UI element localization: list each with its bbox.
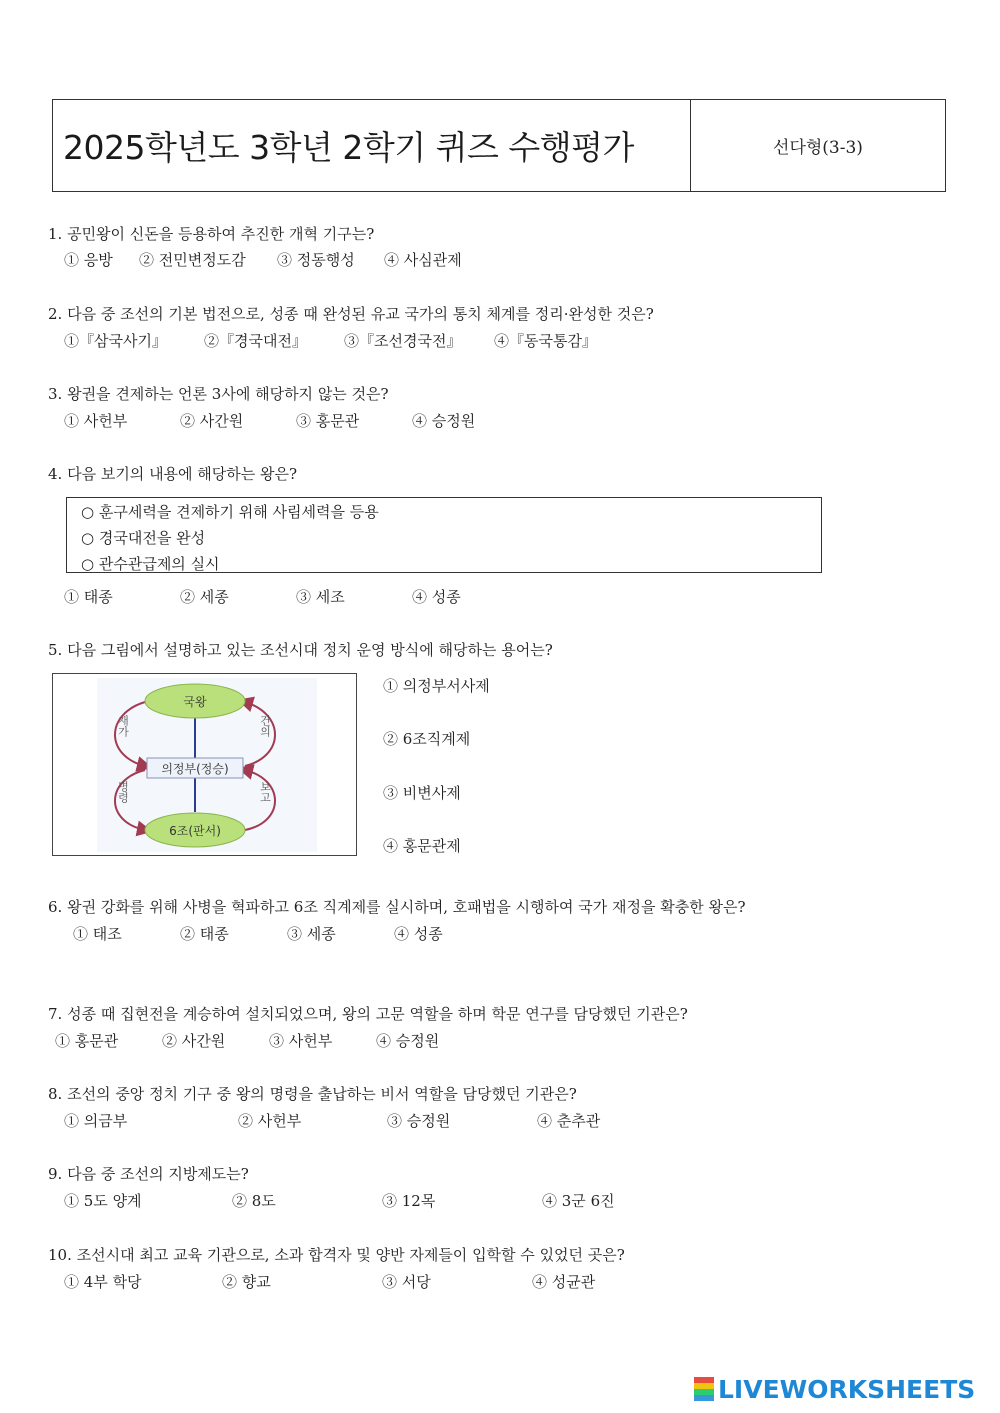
option[interactable]: ② 향교 (222, 1273, 271, 1291)
option[interactable]: ① 5도 양계 (64, 1192, 142, 1210)
header-table (52, 99, 946, 192)
node-council-label: 의정부(정승) (161, 762, 229, 776)
option[interactable]: ② 사간원 (180, 412, 244, 430)
question-9: 9. 다음 중 조선의 지방제도는? (48, 1165, 249, 1183)
option[interactable]: ④ 홍문관제 (383, 837, 461, 855)
option[interactable]: ④ 승정원 (412, 412, 476, 430)
option[interactable]: ①『삼국사기』 (64, 332, 167, 350)
option[interactable]: ② 6조직계제 (383, 730, 471, 748)
question-4: 4. 다음 보기의 내용에 해당하는 왕은? (48, 465, 298, 483)
option[interactable]: ③ 승정원 (387, 1112, 451, 1130)
political-structure-diagram (52, 673, 357, 856)
option[interactable]: ② 세종 (180, 588, 229, 606)
option[interactable]: ① 응방 (64, 251, 113, 269)
option[interactable]: ③ 세종 (287, 925, 336, 943)
question-1: 1. 공민왕이 신돈을 등용하여 추진한 개혁 기구는? (48, 225, 375, 243)
option[interactable]: ① 사헌부 (64, 412, 128, 430)
option[interactable]: ③ 12목 (382, 1192, 436, 1210)
question-7: 7. 성종 때 집현전을 계승하여 설치되었으며, 왕의 고문 역할을 하며 학문 연구를 담당했던 기관은? (48, 1005, 688, 1023)
option[interactable]: ④ 사심관제 (384, 251, 462, 269)
question-3: 3. 왕권을 견제하는 언론 3사에 해당하지 않는 것은? (48, 385, 389, 403)
label-right-bottom: 보고 (258, 781, 272, 803)
option[interactable]: ① 태종 (64, 588, 113, 606)
option[interactable]: ① 4부 학당 (64, 1273, 142, 1291)
option[interactable]: ② 8도 (232, 1192, 276, 1210)
option[interactable]: ② 사헌부 (238, 1112, 302, 1130)
option[interactable]: ③ 홍문관 (296, 412, 360, 430)
info-box-line: ○ 경국대전을 완성 (81, 529, 206, 547)
option[interactable]: ① 태조 (73, 925, 122, 943)
label-right-top: 건의 (258, 715, 272, 737)
option[interactable]: ③『조선경국전』 (344, 332, 462, 350)
question-8: 8. 조선의 중앙 정치 기구 중 왕의 명령을 출납하는 비서 역할을 담당했던 기관은? (48, 1085, 577, 1103)
question-5: 5. 다음 그림에서 설명하고 있는 조선시대 정치 운영 방식에 해당하는 용어는? (48, 641, 553, 659)
label-left-bottom: 명령 (116, 781, 130, 803)
node-king-label: 국왕 (183, 695, 207, 709)
option[interactable]: ④ 춘추관 (537, 1112, 601, 1130)
option[interactable]: ③ 사헌부 (269, 1032, 333, 1050)
option[interactable]: ④ 성균관 (532, 1273, 596, 1291)
liveworksheets-logo (694, 1375, 975, 1403)
info-box-line: ○ 훈구세력을 견제하기 위해 사림세력을 등용 (81, 503, 379, 521)
option[interactable]: ③ 정동행성 (277, 251, 355, 269)
option[interactable]: ③ 세조 (296, 588, 345, 606)
live-badge-icon (694, 1377, 714, 1401)
question-2: 2. 다음 중 조선의 기본 법전으로, 성종 때 완성된 유교 국가의 통치 체계를 정리·완성한 것은? (48, 305, 654, 323)
option[interactable]: ① 의금부 (64, 1112, 128, 1130)
option[interactable]: ④ 성종 (394, 925, 443, 943)
question-10: 10. 조선시대 최고 교육 기관으로, 소과 합격자 및 양반 자제들이 입학할 수 있었던 곳은? (48, 1246, 625, 1264)
option[interactable]: ②『경국대전』 (204, 332, 307, 350)
option[interactable]: ② 사간원 (162, 1032, 226, 1050)
info-box-line: ○ 관수관급제의 실시 (81, 555, 220, 573)
quiz-type-label: 선다형(3-3) (773, 138, 863, 158)
question-4-info-box (66, 497, 822, 573)
diagram-svg (53, 674, 356, 855)
logo-text: LIVEWORKSHEETS (718, 1374, 976, 1404)
page-title: 2025학년도 3학년 2학기 퀴즈 수행평가 (53, 100, 691, 191)
label-left-top: 재가 (116, 715, 130, 737)
option[interactable]: ④『동국통감』 (494, 332, 597, 350)
option[interactable]: ① 홍문관 (55, 1032, 119, 1050)
option[interactable]: ④ 3군 6진 (542, 1192, 615, 1210)
node-ministries-label: 6조(판서) (169, 824, 221, 838)
option[interactable]: ④ 승정원 (376, 1032, 440, 1050)
option[interactable]: ① 의정부서사제 (383, 677, 490, 695)
option[interactable]: ② 태종 (180, 925, 229, 943)
question-6: 6. 왕권 강화를 위해 사병을 혁파하고 6조 직계제를 실시하며, 호패법을 시행하여 국가 재정을 확충한 왕은? (48, 898, 746, 916)
option[interactable]: ② 전민변정도감 (139, 251, 246, 269)
option[interactable]: ③ 서당 (382, 1273, 431, 1291)
option[interactable]: ④ 성종 (412, 588, 461, 606)
option[interactable]: ③ 비변사제 (383, 784, 461, 802)
